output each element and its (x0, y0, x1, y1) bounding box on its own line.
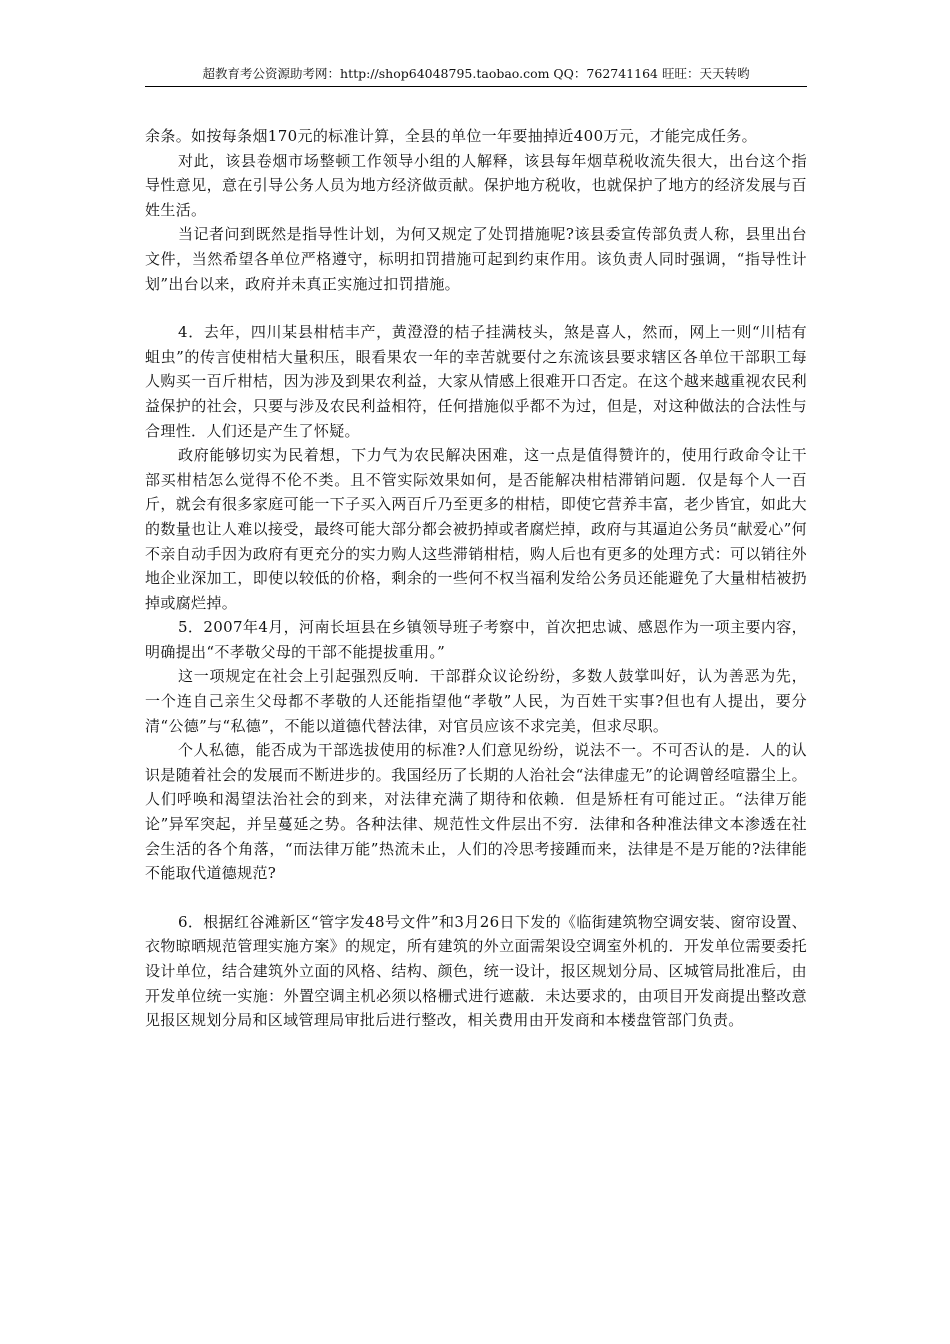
paragraph: 这一项规定在社会上引起强烈反响．干部群众议论纷纷，多数人鼓掌叫好，认为善恶为先，一个连自己亲生父母都不孝敬的人还能指望他“孝敬”人民，为百姓干实事?但也有人提出，要分清“公德”与“私德”，不能以道德代替法律，对官员应该不求完美，但求尽职。 (145, 667, 807, 735)
paragraph: 政府能够切实为民着想，下力气为农民解决困难，这一点是值得赞许的，使用行政命令让干部买柑桔怎么觉得不伦不类。且不管实际效果如何，是否能解决柑桔滞销问题．仅是每个人一百斤，就会有很多家庭可能一下子买入两百斤乃至更多的柑桔，即使它营养丰富，老少皆宜，如此大的数量也让人难以接受，最终可能大部分都会被扔掉或者腐烂掉，政府与其逼迫公务员“献爱心”何不亲自动手因为政府有更充分的实力购人这些滞销柑桔，购人后也有更多的处理方式：可以销往外地企业深加工，即使以较低的价格，剩余的一些何不权当福利发给公务员还能避免了大量柑桔被扔掉或腐烂掉。 (145, 446, 807, 612)
paragraph: 6．根据红谷滩新区“管字发48号文件”和3月26日下发的《临街建筑物空调安装、窗帘设置、衣物晾晒规范管理实施方案》的规定，所有建筑的外立面需架设空调室外机的．开发单位需要委托设计单位，结合建筑外立面的风格、结构、颜色，统一设计，报区规划分局、区城管局批准后，由开发单位统一实施：外置空调主机必须以格栅式进行遮蔽．未达要求的，由项目开发商提出整改意见报区规划分局和区域管理局审批后进行整改，相关费用由开发商和本楼盘管部门负责。 (145, 912, 807, 1030)
paragraph: 个人私德，能否成为干部选拔使用的标准?人们意见纷纷，说法不一。不可否认的是．人的认识是随着社会的发展而不断进步的。我国经历了长期的人治社会“法律虚无”的论调曾经喧嚣尘上。人们呼唤和渴望法治社会的到来，对法律充满了期待和依赖．但是矫枉有可能过正。“法律万能论”异军突起，并呈蔓延之势。各种法律、规范性文件层出不穷．法律和各种准法律文本渗透在社会生活的各个角落，“而法律万能”热流未止，人们的冷思考接踵而来，法律是不是万能的?法律能不能取代道德规范? (145, 741, 807, 883)
page-header: 超教育考公资源助考网：http://shop64048795.taobao.com QQ：762741164 旺旺：天天转哟 (202, 66, 750, 81)
document-body (145, 124, 807, 1033)
paragraph: 5．2007年4月，河南长垣县在乡镇领导班子考察中，首次把忠诚、感恩作为一项主要内容，明确提出“不孝敬父母的干部不能提拔重用。” (145, 618, 807, 661)
paragraph-gap (145, 296, 807, 320)
paragraph-gap (145, 886, 807, 910)
paragraph: 4．去年，四川某县柑桔丰产，黄澄澄的桔子挂满枝头，煞是喜人，然而，网上一则“川桔有蛆虫”的传言使柑桔大量积压，眼看果农一年的幸苦就要付之东流该县要求辖区各单位干部职工每人购买一百斤柑桔，因为涉及到果农利益，大家从情感上很难开口否定。在这个越来越重视农民利益保护的社会，只要与涉及农民利益相符，任何措施似乎都不为过，但是，对这种做法的合法性与合理性．人们还是产生了怀疑。 (145, 323, 807, 440)
paragraph: 对此，该县卷烟市场整顿工作领导小组的人解释，该县每年烟草税收流失很大，出台这个指导性意见，意在引导公务人员为地方经济做贡献。保护地方税收，也就保护了地方的经济发展与百姓生活。 (145, 151, 807, 219)
header-rule (145, 86, 807, 87)
paragraph: 当记者问到既然是指导性计划，为何又规定了处罚措施呢?该县委宣传部负责人称，县里出台文件，当然希望各单位严格遵守，标明扣罚措施可起到约束作用。该负责人同时强调，“指导性计划”出台以来，政府并未真正实施过扣罚措施。 (145, 225, 807, 293)
paragraph: 余条。如按每条烟170元的标准计算，全县的单位一年要抽掉近400万元，才能完成任务。 (145, 127, 757, 145)
